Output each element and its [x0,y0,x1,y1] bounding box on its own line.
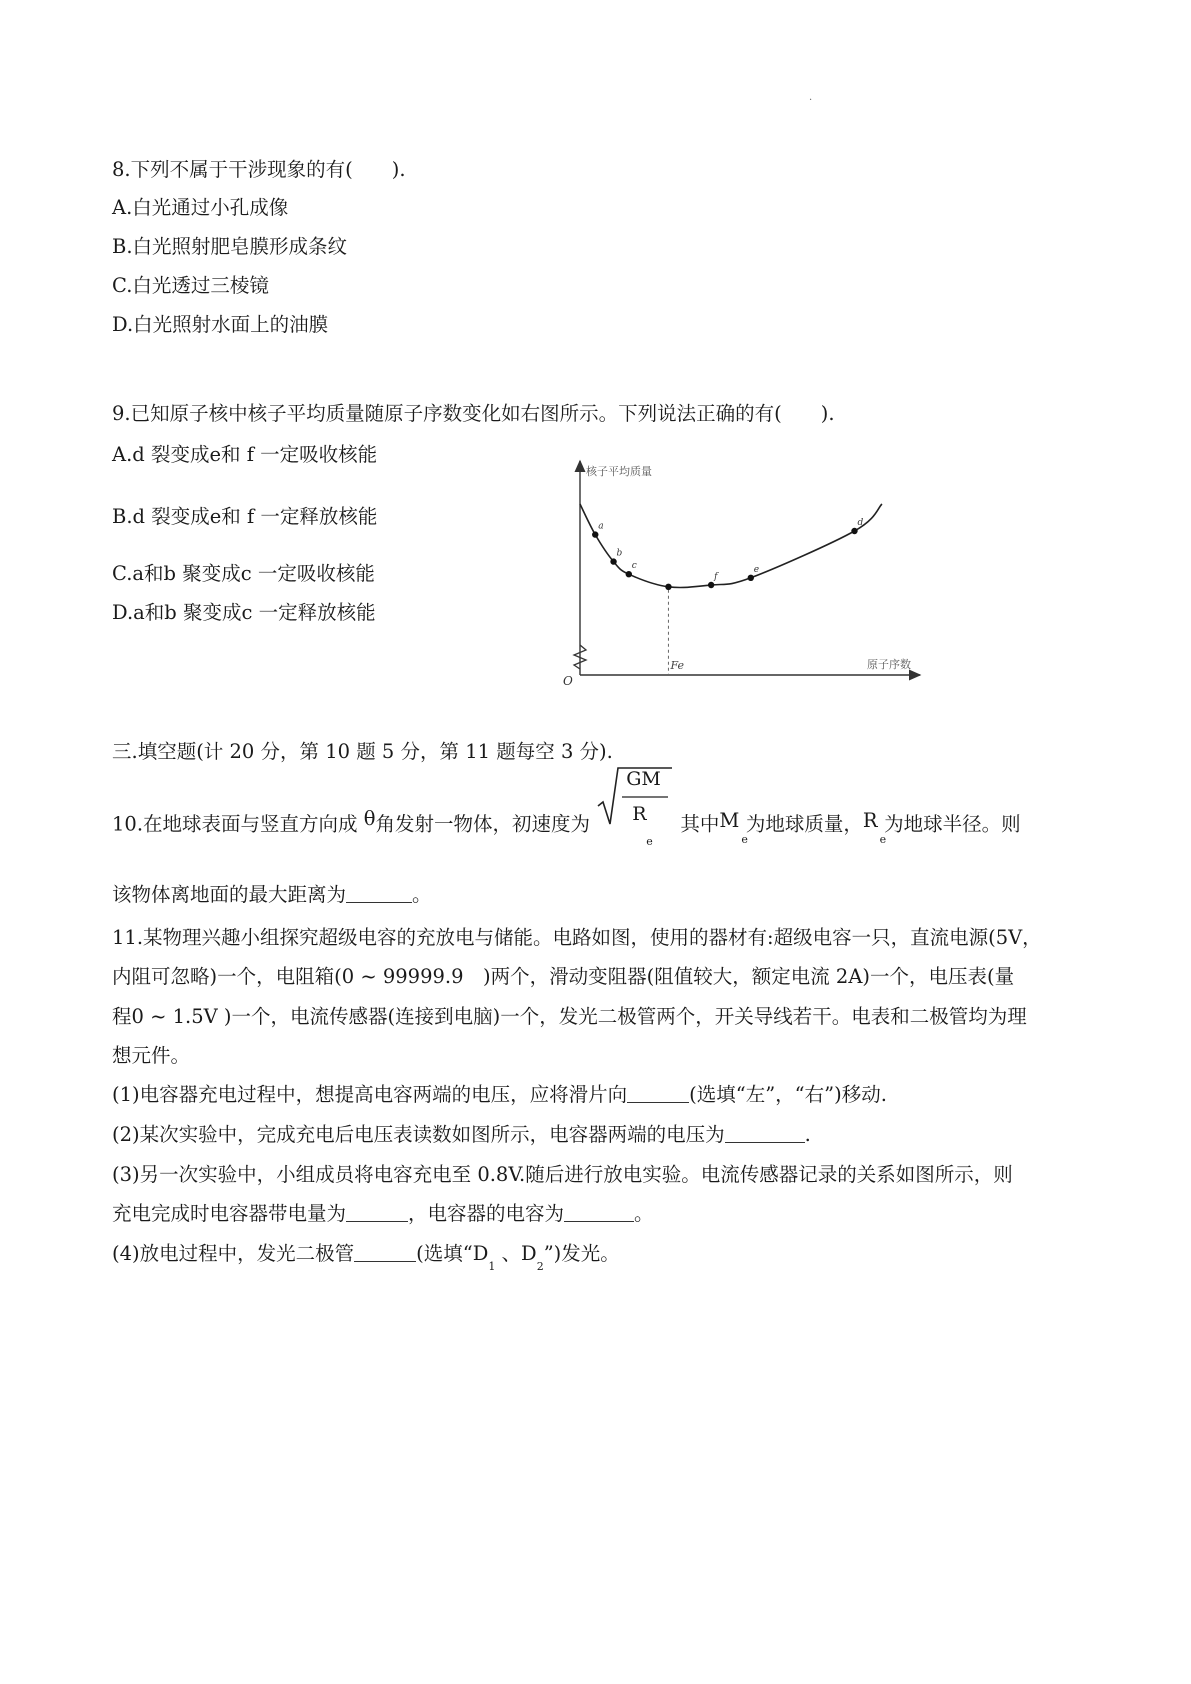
earth-radius-subscript: e [879,832,887,846]
q10-line2 [112,883,432,907]
fraction-denominator: R [632,803,647,825]
diode-2-subscript: 2 [536,1260,544,1273]
answer-blank-q10[interactable] [346,884,412,903]
point-label-b: b [616,548,623,559]
point-e [748,575,754,581]
q10-part3: 为地球质量， [745,812,863,836]
q10-line1 [112,768,1021,870]
q11-sub2-tail: . [804,1123,811,1146]
x-axis-label: 原子序数 [867,658,911,671]
q11-sub4 [112,1242,620,1279]
earth-mass-symbol: M [719,808,740,832]
nucleon-mass-figure [555,455,925,690]
point-b [610,558,616,564]
point-d [851,528,857,534]
point-f [708,582,714,588]
points-group [592,518,863,590]
point-label-d: d [857,518,864,528]
q11-line4: 想元件。 [112,1044,191,1067]
header-mark: . [809,92,813,103]
q11-sub4-text: (4)放电过程中，发光二极管 [112,1242,355,1265]
q11-line3: 程0 ~ 1.5V )一个，电流传感器(连接到电脑)一个，发光二极管两个，开关导线若干。电表和二极管均为理 [112,1005,1027,1028]
q11-sub1 [112,1083,887,1107]
mass-curve [580,504,882,587]
q10-part2: 角发射一物体，初速度为 [375,812,590,836]
q10-part4: 为地球半径。则 [884,812,1021,836]
q11-sub3-line2 [112,1202,654,1226]
y-axis-label: 核子平均质量 [586,465,652,478]
q11-sub1-tail: (选填“左”，“右”)移动. [689,1083,887,1106]
section-three-title: 三.填空题(计 20 分，第 10 题 5 分，第 11 题每空 3 分). [112,740,613,763]
q11-sub3-middle: ，电容器的电容为 [408,1202,565,1225]
q11-sub4-choice-open: (选填“D [416,1242,489,1265]
fe-axis-label: Fe [670,659,684,672]
point-fe [665,584,671,590]
theta-symbol: θ [363,806,376,830]
origin-label: O [563,674,573,688]
q9-option-b: B.d 裂变成e和 f 一定释放核能 [112,505,378,528]
answer-blank-q11-3b[interactable] [564,1203,634,1222]
answer-blank-q11-4[interactable] [354,1243,416,1262]
q11-sub3-text: 充电完成时电容器带电量为 [112,1202,347,1225]
q11-sub2-text: (2)某次实验中，完成充电后电压表读数如图所示，电容器两端的电压为 [112,1123,725,1146]
q8-stem: 8.下列不属于干涉现象的有( ). [112,158,406,181]
q8-option-b: B.白光照射肥皂膜形成条纹 [112,235,348,258]
point-label-c: c [631,561,637,572]
q10-line2-end: 。 [412,883,432,906]
answer-blank-q11-2[interactable] [725,1124,805,1143]
q9-option-a: A.d 裂变成e和 f 一定吸收核能 [112,443,378,466]
point-label-f: f [714,572,718,582]
q11-sub2 [112,1123,811,1147]
q9-option-d: D.a和b 聚变成c 一定释放核能 [112,601,376,624]
q10-after-fraction: 其中 [680,812,720,836]
diode-1-subscript: 1 [488,1260,496,1273]
q11-sub3-line1: (3)另一次实验中，小组成员将电容充电至 0.8V.随后进行放电实验。电流传感器记录的关系如图所示，则 [112,1163,1013,1186]
q9-stem: 9.已知原子核中核子平均质量随原子序数变化如右图所示。下列说法正确的有( ). [112,402,835,425]
q11-sub1-text: (1)电容器充电过程中，想提高电容两端的电压，应将滑片向 [112,1083,628,1106]
q8-option-a: A.白光通过小孔成像 [112,196,289,219]
q8-option-c: C.白光透过三棱镜 [112,274,269,297]
q11-sub3-end: 。 [634,1202,654,1225]
initial-velocity-formula [596,768,674,856]
q11-line2: 内阻可忽略)一个，电阻箱(0 ~ 99999.9 )两个，滑动变阻器(阻值较大，额定电流 2A)一个，电压表(量 [112,965,1015,988]
q10-part1: 10.在地球表面与竖直方向成 [112,812,364,836]
answer-blank-q11-3a[interactable] [346,1203,408,1222]
point-label-a: a [598,521,604,532]
q11-sub4-choice-close: ”)发光。 [543,1242,620,1265]
earth-radius-symbol: R [862,808,878,832]
point-label-e: e [753,564,760,575]
q11-sub4-choice-sep: 、D [495,1242,537,1265]
fraction-denominator-subscript: e [646,835,653,848]
q9-option-c: C.a和b 聚变成c 一定吸收核能 [112,562,375,585]
answer-blank-q11-1[interactable] [627,1084,689,1103]
q8-option-d: D.白光照射水面上的油膜 [112,313,329,336]
q10-line2-text: 该物体离地面的最大距离为 [112,883,347,906]
point-a [592,531,598,537]
point-c [626,571,632,577]
q11-line1: 11.某物理兴趣小组探究超级电容的充放电与储能。电路如图，使用的器材有:超级电容一只，直流电源(5V， [112,926,1042,949]
earth-mass-subscript: e [741,832,748,846]
fraction-numerator: GM [626,768,661,790]
